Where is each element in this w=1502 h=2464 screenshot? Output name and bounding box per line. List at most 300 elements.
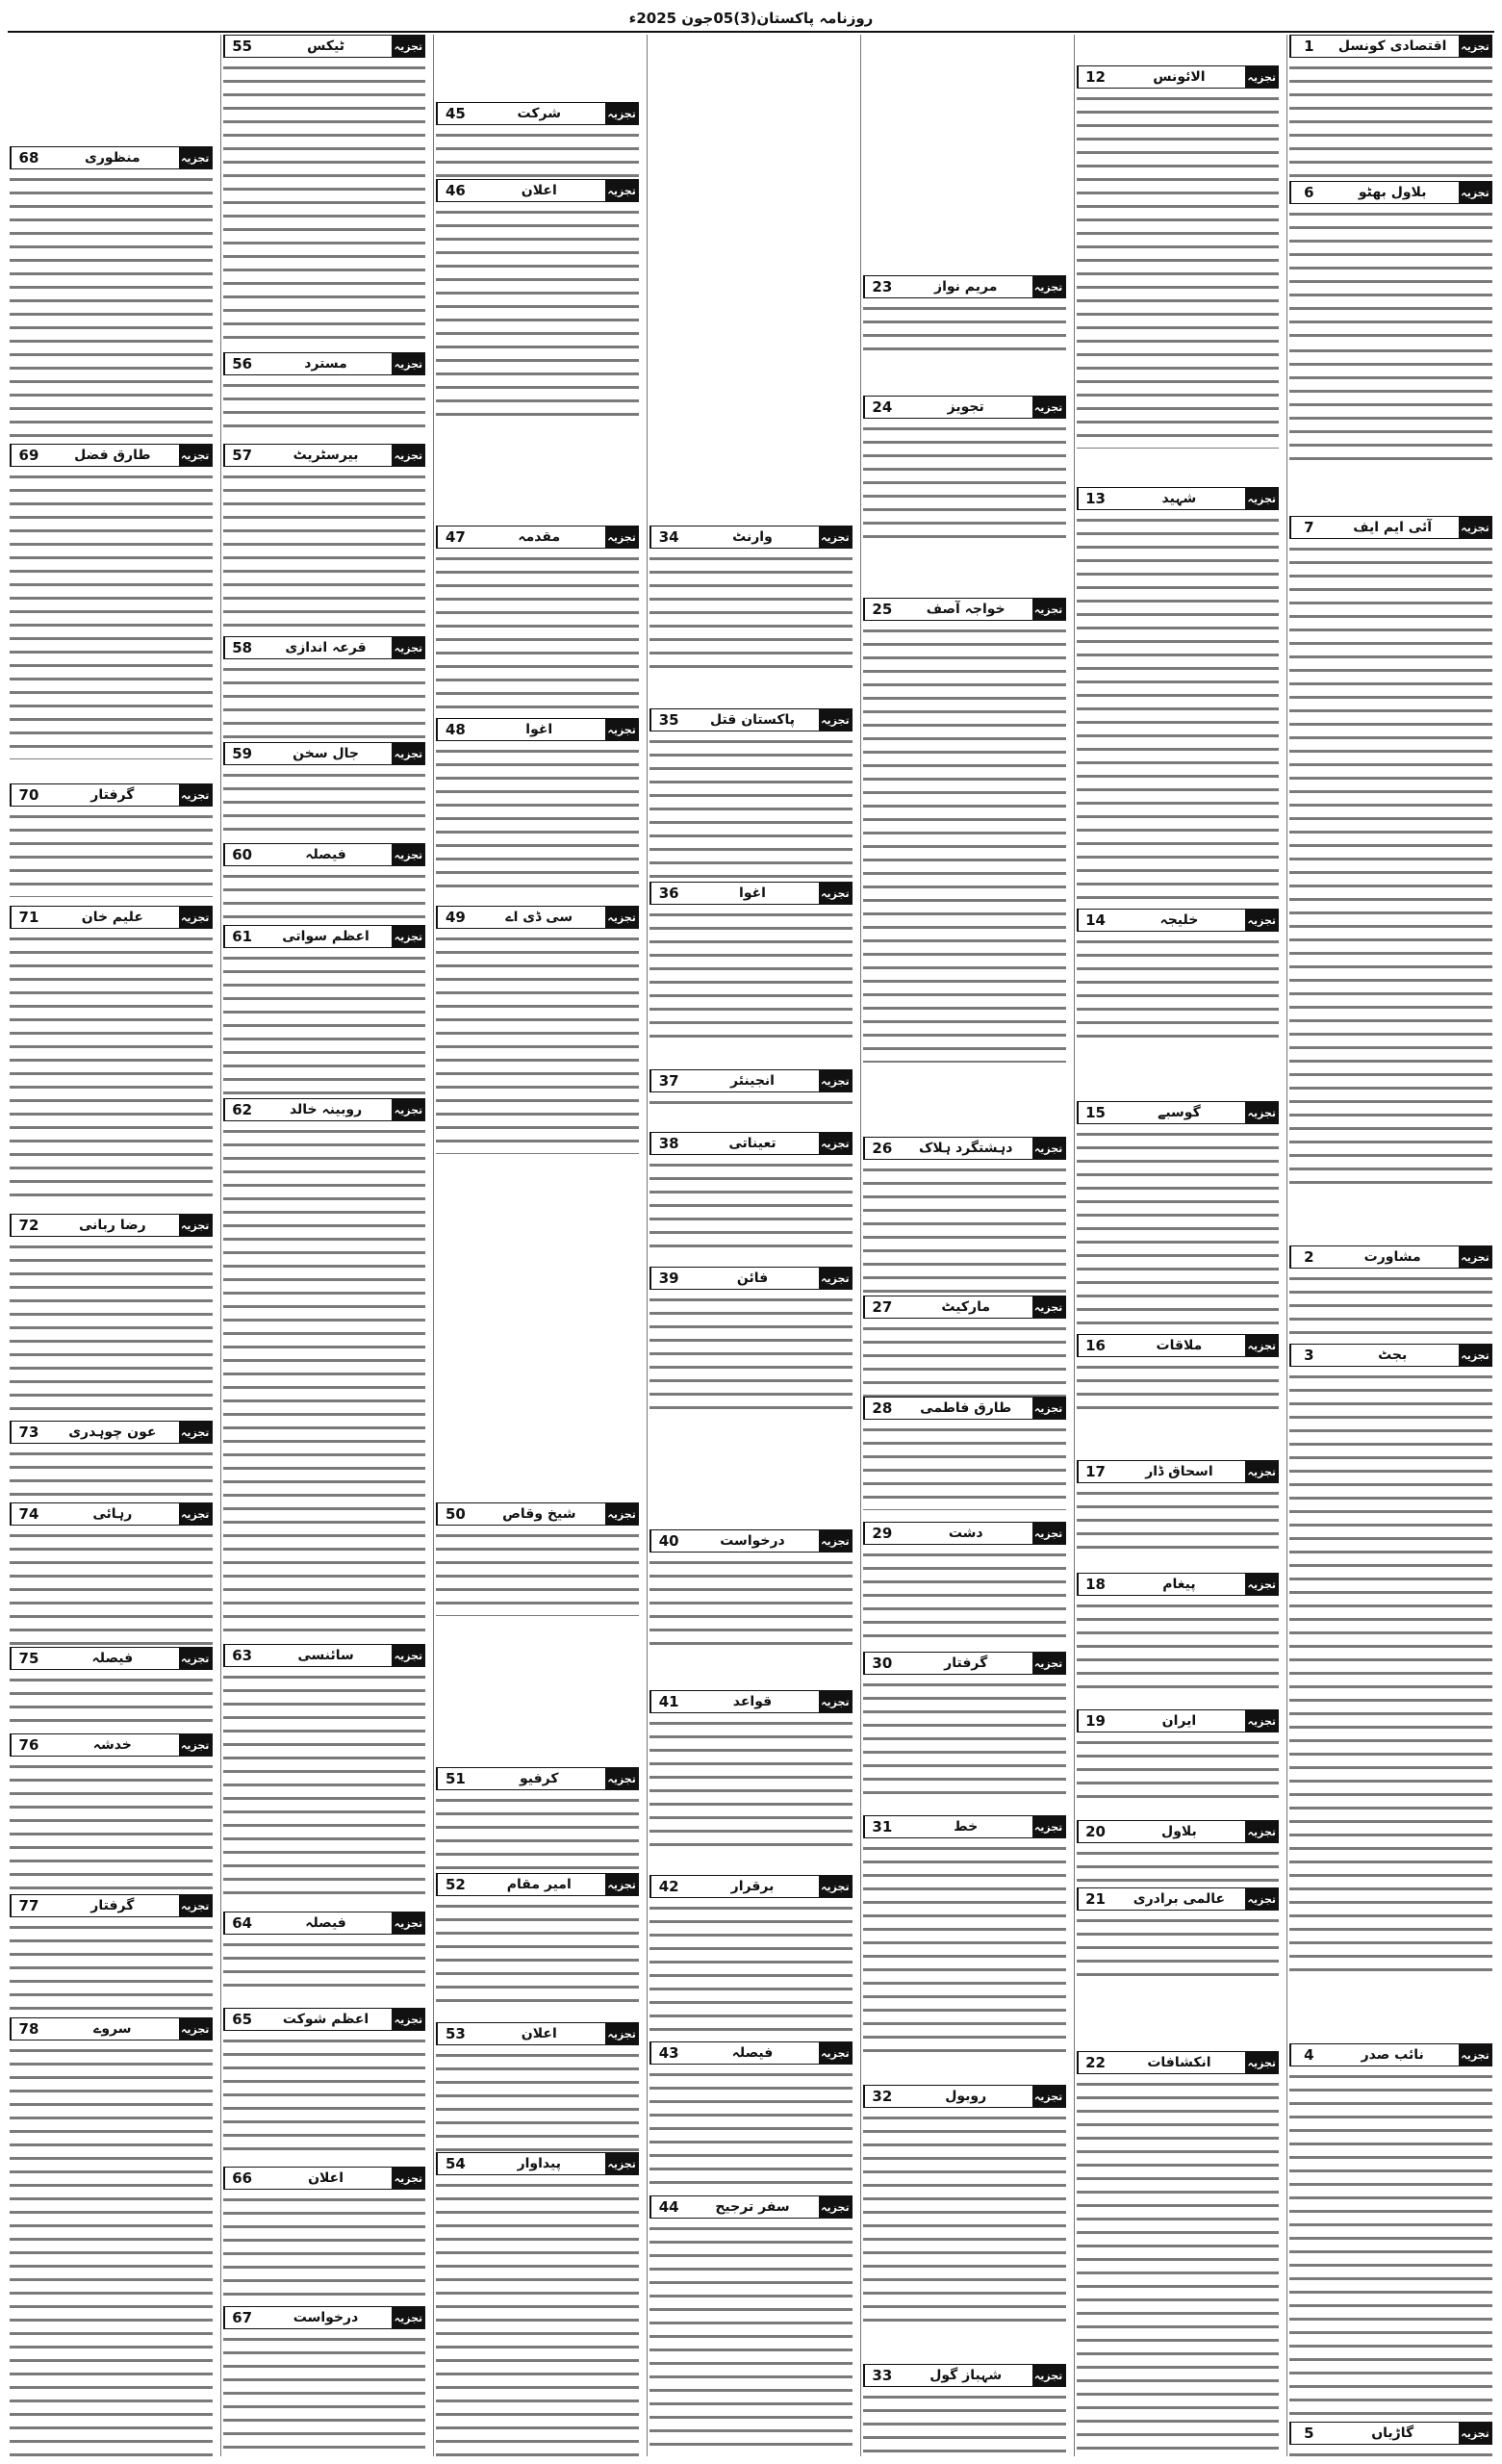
story-headline: الائونس: [1153, 69, 1206, 85]
story-number: 26: [864, 1138, 900, 1159]
story-headline: سفر ترجیح: [715, 2199, 790, 2215]
story-body-text: [863, 1424, 1066, 1510]
story-body-text: [863, 2391, 1066, 2456]
news-column: [647, 35, 854, 2456]
story-number: 32: [864, 2086, 900, 2107]
story-header: [649, 1690, 853, 1713]
story-header: [223, 742, 426, 765]
story-header: [223, 1098, 426, 1121]
story-headline: درخواست: [293, 2310, 359, 2325]
story-header: [863, 1522, 1066, 1545]
news-story: [649, 1267, 853, 1421]
story-body-text: [863, 1164, 1066, 1313]
story-body-text: [10, 1674, 213, 1732]
story-number: 17: [1078, 1461, 1113, 1482]
story-body-text: [223, 2035, 426, 2150]
story-number: 13: [1078, 488, 1113, 509]
story-body-text: [1077, 514, 1280, 899]
story-headline: اسحاق ڈار: [1145, 1464, 1213, 1479]
story-headline: خلیجہ: [1159, 912, 1199, 928]
story-number: 40: [650, 1530, 686, 1552]
news-story: [223, 444, 426, 636]
story-number: 3: [1290, 1345, 1326, 1366]
story-body-text: [649, 1159, 853, 1255]
story-header: [649, 1529, 853, 1553]
story-body-text: [863, 302, 1066, 350]
story-header: [649, 2041, 853, 2065]
analysis-tag: تجزیہ: [1032, 2365, 1065, 2386]
news-story: [649, 2195, 853, 2456]
news-story: [863, 1137, 1066, 1315]
story-header: [1077, 1887, 1280, 1911]
story-body-text: [1289, 1272, 1492, 1335]
story-header: [1077, 909, 1280, 932]
story-body-text: [10, 1760, 213, 1905]
story-header: [223, 1912, 426, 1935]
news-story: [863, 598, 1066, 1065]
story-body-text: [223, 1671, 426, 1902]
story-body-text: [863, 423, 1066, 538]
analysis-tag: تجزیہ: [1459, 517, 1491, 538]
analysis-tag: تجزیہ: [1245, 1888, 1278, 1910]
news-column: [433, 35, 641, 2456]
story-headline: بلاول بھٹو: [1358, 185, 1427, 200]
story-number: 76: [11, 1734, 46, 1756]
story-body-text: [1077, 936, 1280, 1046]
story-number: 2: [1290, 1246, 1326, 1268]
story-header: [223, 2306, 426, 2329]
story-header: [1077, 65, 1280, 89]
story-body-text: [1077, 2078, 1280, 2456]
story-number: 44: [650, 2196, 686, 2218]
analysis-tag: تجزیہ: [392, 445, 424, 466]
news-story: [1077, 1820, 1280, 1887]
story-number: 20: [1078, 1821, 1113, 1842]
analysis-tag: تجزیہ: [1245, 1821, 1278, 1842]
story-number: 75: [11, 1648, 46, 1669]
story-headline: برقرار: [730, 1879, 775, 1894]
story-number: 36: [650, 883, 686, 904]
news-story: [1289, 2422, 1492, 2456]
story-number: 16: [1078, 1335, 1113, 1356]
story-headline: علیم خان: [81, 910, 143, 925]
story-headline: امیر مقام: [506, 1877, 572, 1892]
story-header: [649, 2195, 853, 2219]
story-header: [1289, 516, 1492, 539]
analysis-tag: تجزیہ: [1032, 1138, 1065, 1159]
story-number: 15: [1078, 1102, 1113, 1123]
story-header: [10, 1894, 213, 1917]
story-number: 4: [1290, 2044, 1326, 2066]
story-body-text: [863, 1549, 1066, 1640]
story-header: [223, 636, 426, 659]
masthead: روزنامہ پاکستان(3)05جون 2025ء: [8, 6, 1494, 33]
analysis-tag: تجزیہ: [179, 1215, 212, 1236]
analysis-tag: تجزیہ: [1245, 1102, 1278, 1123]
story-body-text: [649, 1096, 853, 1106]
news-story: [10, 1647, 213, 1733]
story-number: 63: [224, 1645, 260, 1666]
story-headline: پیغام: [1162, 1577, 1196, 1592]
story-headline: انکشافات: [1147, 2055, 1211, 2070]
news-column: [1074, 35, 1282, 2456]
story-number: 73: [11, 1422, 46, 1443]
news-story: [10, 444, 213, 761]
story-number: 19: [1078, 1710, 1113, 1732]
story-number: 77: [11, 1895, 46, 1916]
analysis-tag: تجزیہ: [819, 709, 852, 731]
news-story: [436, 1767, 639, 1883]
story-number: 60: [224, 844, 260, 865]
analysis-tag: تجزیہ: [605, 1874, 638, 1895]
analysis-tag: تجزیہ: [392, 743, 424, 764]
analysis-tag: تجزیہ: [179, 1648, 212, 1669]
story-body-text: [436, 1794, 639, 1881]
story-body-text: [863, 2112, 1066, 2323]
story-header: [1289, 35, 1492, 58]
story-headline: گرفتار: [944, 1656, 988, 1671]
story-body-text: [10, 2044, 213, 2456]
story-body-text: [223, 870, 426, 928]
story-number: 69: [11, 445, 46, 466]
story-header: [649, 1267, 853, 1290]
story-body-text: [649, 552, 853, 673]
story-number: 12: [1078, 66, 1113, 88]
news-story: [863, 2364, 1066, 2456]
story-body-text: [10, 933, 213, 1197]
story-headline: فیصلہ: [91, 1651, 134, 1666]
news-story: [223, 742, 426, 838]
story-header: [863, 1296, 1066, 1319]
story-number: 52: [437, 1874, 472, 1895]
story-body-text: [223, 769, 426, 836]
analysis-tag: تجزیہ: [392, 1099, 424, 1120]
story-body-text: [223, 1125, 426, 1635]
analysis-tag: تجزیہ: [392, 36, 424, 57]
analysis-tag: تجزیہ: [1459, 36, 1491, 57]
news-story: [223, 2306, 426, 2456]
story-header: [863, 2364, 1066, 2387]
analysis-tag: تجزیہ: [179, 2018, 212, 2040]
story-headline: ٹیکس: [307, 38, 344, 54]
analysis-tag: تجزیہ: [1032, 599, 1065, 620]
story-number: 78: [11, 2018, 46, 2040]
news-story: [436, 2022, 639, 2167]
news-story: [1289, 2043, 1492, 2419]
analysis-tag: تجزیہ: [392, 2307, 424, 2328]
story-body-text: [649, 2068, 853, 2184]
story-headline: بیرسٹریٹ: [293, 448, 359, 463]
story-header: [10, 1733, 213, 1757]
story-headline: فیصلہ: [731, 2045, 774, 2061]
story-body-text: [10, 810, 213, 897]
story-number: 65: [224, 2009, 260, 2030]
story-header: [10, 1214, 213, 1237]
analysis-tag: تجزیہ: [179, 1503, 212, 1525]
story-body-text: [436, 745, 639, 889]
news-story: [1077, 909, 1280, 1048]
story-number: 56: [224, 353, 260, 374]
analysis-tag: تجزیہ: [605, 526, 638, 548]
analysis-tag: تجزیہ: [179, 1895, 212, 1916]
news-story: [436, 179, 639, 420]
news-story: [1077, 487, 1280, 901]
story-body-text: [649, 1717, 853, 1852]
story-headline: قواعد: [732, 1694, 773, 1709]
story-header: [436, 1767, 639, 1790]
story-number: 74: [11, 1503, 46, 1525]
news-story: [863, 1815, 1066, 2056]
story-header: [863, 1815, 1066, 1838]
story-body-text: [863, 1842, 1066, 2054]
story-body-text: [863, 1322, 1066, 1399]
story-headline: اعظم سواتی: [282, 929, 369, 944]
story-header: [863, 1652, 1066, 1675]
analysis-tag: تجزیہ: [1032, 1816, 1065, 1837]
analysis-tag: تجزیہ: [1245, 1574, 1278, 1595]
story-header: [649, 882, 853, 905]
story-header: [649, 1875, 853, 1898]
story-body-text: [1289, 2449, 1492, 2456]
story-number: 64: [224, 1912, 260, 1934]
story-body-text: [436, 2179, 639, 2456]
analysis-tag: تجزیہ: [605, 2023, 638, 2044]
story-headline: اقتصادی کونسل: [1337, 38, 1447, 54]
analysis-tag: تجزیہ: [392, 926, 424, 947]
story-number: 66: [224, 2168, 260, 2189]
analysis-tag: تجزیہ: [392, 637, 424, 658]
analysis-tag: تجزیہ: [605, 1503, 638, 1525]
analysis-tag: تجزیہ: [179, 445, 212, 466]
story-headline: رضا ربانی: [78, 1218, 146, 1233]
story-headline: روبینہ خالد: [289, 1102, 363, 1117]
story-body-text: [223, 2333, 426, 2456]
story-number: 57: [224, 445, 260, 466]
story-header: [1077, 487, 1280, 510]
news-story: [10, 1502, 213, 1647]
news-story: [10, 1733, 213, 1907]
analysis-tag: تجزیہ: [392, 1912, 424, 1934]
story-body-text: [1077, 1736, 1280, 1799]
story-header: [1289, 2043, 1492, 2066]
story-headline: دشت: [948, 1526, 983, 1541]
story-headline: عون چوہدری: [68, 1424, 157, 1440]
news-story: [223, 35, 426, 343]
story-headline: طارق فضل: [74, 448, 151, 463]
analysis-tag: تجزیہ: [605, 719, 638, 740]
story-number: 28: [864, 1398, 900, 1419]
analysis-tag: تجزیہ: [1245, 1461, 1278, 1482]
story-body-text: [649, 909, 853, 1043]
analysis-tag: تجزیہ: [1245, 910, 1278, 931]
story-body-text: [10, 1241, 213, 1448]
story-number: 24: [864, 397, 900, 418]
news-story: [223, 2167, 426, 2301]
news-story: [863, 1397, 1066, 1512]
story-body-text: [649, 735, 853, 880]
story-body-text: [10, 471, 213, 759]
news-story: [649, 1875, 853, 2034]
news-story: [1077, 2051, 1280, 2456]
story-headline: اعلان: [308, 2170, 344, 2186]
story-headline: خط: [954, 1819, 979, 1835]
story-body-text: [223, 62, 426, 341]
news-story: [436, 1502, 639, 1618]
story-number: 51: [437, 1768, 472, 1789]
story-headline: پاکستان قتل: [709, 712, 796, 728]
story-headline: اعلان: [521, 2026, 557, 2041]
news-column: [860, 35, 1068, 2456]
analysis-tag: تجزیہ: [819, 1070, 852, 1091]
story-body-text: [1077, 1914, 1280, 1987]
story-header: [1289, 1344, 1492, 1367]
story-body-text: [1289, 2070, 1492, 2417]
analysis-tag: تجزیہ: [819, 1691, 852, 1712]
story-body-text: [436, 1900, 639, 2006]
story-headline: آئی ایم ایف: [1353, 520, 1433, 535]
story-headline: شرکت: [517, 106, 561, 121]
story-number: 49: [437, 907, 472, 928]
story-headline: شہباز گول: [929, 2368, 1003, 2383]
story-header: [436, 906, 639, 929]
news-story: [863, 275, 1066, 352]
story-number: 23: [864, 276, 900, 297]
story-headline: گرفتار: [90, 1898, 135, 1913]
story-headline: شہید: [1161, 491, 1197, 506]
story-headline: اغوا: [525, 722, 553, 737]
story-headline: مسترد: [304, 356, 347, 372]
news-story: [863, 2085, 1066, 2325]
news-story: [863, 396, 1066, 540]
news-story: [223, 1098, 426, 1637]
story-header: [1077, 1573, 1280, 1596]
story-number: 22: [1078, 2052, 1113, 2073]
story-number: 14: [1078, 910, 1113, 931]
story-header: [863, 598, 1066, 621]
news-story: [1077, 1334, 1280, 1416]
story-headline: فیصلہ: [305, 847, 346, 862]
story-headline: بلاول: [1161, 1824, 1197, 1839]
story-header: [436, 179, 639, 202]
news-column: [1286, 35, 1494, 2456]
story-headline: بجٹ: [1378, 1348, 1408, 1363]
story-headline: منظوری: [84, 150, 140, 166]
story-body-text: [223, 471, 426, 634]
analysis-tag: تجزیہ: [1459, 1345, 1491, 1366]
story-header: [436, 2152, 639, 2175]
story-number: 46: [437, 180, 472, 201]
story-number: 35: [650, 709, 686, 731]
story-header: [1077, 1460, 1280, 1483]
story-headline: کرفیو: [520, 1771, 559, 1786]
news-story: [1289, 1245, 1492, 1337]
analysis-tag: تجزیہ: [1459, 2044, 1491, 2066]
news-story: [1077, 1460, 1280, 1552]
story-headline: عالمی برادری: [1133, 1891, 1226, 1907]
analysis-tag: تجزیہ: [179, 147, 212, 168]
story-body-text: [436, 2049, 639, 2165]
story-number: 53: [437, 2023, 472, 2044]
story-body-text: [223, 2194, 426, 2299]
story-body-text: [1077, 1600, 1280, 1691]
analysis-tag: تجزیہ: [392, 844, 424, 865]
analysis-tag: تجزیہ: [819, 1133, 852, 1154]
story-header: [436, 2022, 639, 2045]
story-headline: مارکیٹ: [941, 1299, 991, 1315]
column-grid: [8, 35, 1494, 2456]
news-story: [649, 1529, 853, 1655]
news-story: [649, 1132, 853, 1257]
story-body-text: [10, 173, 213, 438]
story-header: [1077, 1101, 1280, 1124]
news-story: [436, 906, 639, 1156]
story-headline: گوسبے: [1158, 1105, 1201, 1120]
news-story: [649, 1069, 853, 1108]
story-header: [863, 1397, 1066, 1420]
story-number: 41: [650, 1691, 686, 1712]
story-header: [649, 526, 853, 549]
story-header: [863, 1137, 1066, 1160]
story-headline: شیخ وقاص: [502, 1506, 576, 1522]
story-number: 38: [650, 1133, 686, 1154]
story-header: [649, 708, 853, 732]
analysis-tag: تجزیہ: [1245, 66, 1278, 88]
story-headline: وارنٹ: [732, 529, 773, 545]
news-story: [10, 1894, 213, 2015]
story-body-text: [436, 1529, 639, 1616]
story-number: 62: [224, 1099, 260, 1120]
news-story: [10, 906, 213, 1199]
story-header: [863, 396, 1066, 419]
news-column: [8, 35, 215, 2456]
analysis-tag: تجزیہ: [1032, 397, 1065, 418]
story-headline: سائنسی: [297, 1648, 354, 1663]
story-number: 58: [224, 637, 260, 658]
story-number: 27: [864, 1296, 900, 1318]
story-header: [10, 1502, 213, 1526]
story-header: [436, 1873, 639, 1896]
story-body-text: [223, 379, 426, 437]
news-story: [223, 1912, 426, 1998]
story-headline: ایران: [1161, 1713, 1197, 1729]
analysis-tag: تجزیہ: [605, 180, 638, 201]
news-story: [223, 2008, 426, 2152]
news-story: [1077, 1887, 1280, 1989]
story-number: 70: [11, 784, 46, 806]
news-story: [649, 526, 853, 675]
news-story: [1289, 181, 1492, 345]
story-number: 47: [437, 526, 472, 548]
story-number: 5: [1290, 2423, 1326, 2444]
news-story: [649, 2041, 853, 2186]
story-number: 21: [1078, 1888, 1113, 1910]
story-header: [10, 1647, 213, 1670]
story-headline: قرعہ اندازی: [285, 640, 367, 655]
analysis-tag: تجزیہ: [819, 883, 852, 904]
news-story: [223, 636, 426, 742]
story-headline: تجویز: [947, 399, 984, 415]
analysis-tag: تجزیہ: [179, 1734, 212, 1756]
story-headline: تعیناتی: [728, 1136, 776, 1151]
analysis-tag: تجزیہ: [1459, 182, 1491, 203]
story-body-text: [1077, 1361, 1280, 1414]
analysis-tag: تجزیہ: [819, 1268, 852, 1289]
story-headline: دہشتگرد ہلاک: [918, 1141, 1013, 1156]
analysis-tag: تجزیہ: [605, 2153, 638, 2174]
story-header: [436, 718, 639, 741]
story-number: 37: [650, 1070, 686, 1091]
story-body-text: [223, 1938, 426, 1996]
